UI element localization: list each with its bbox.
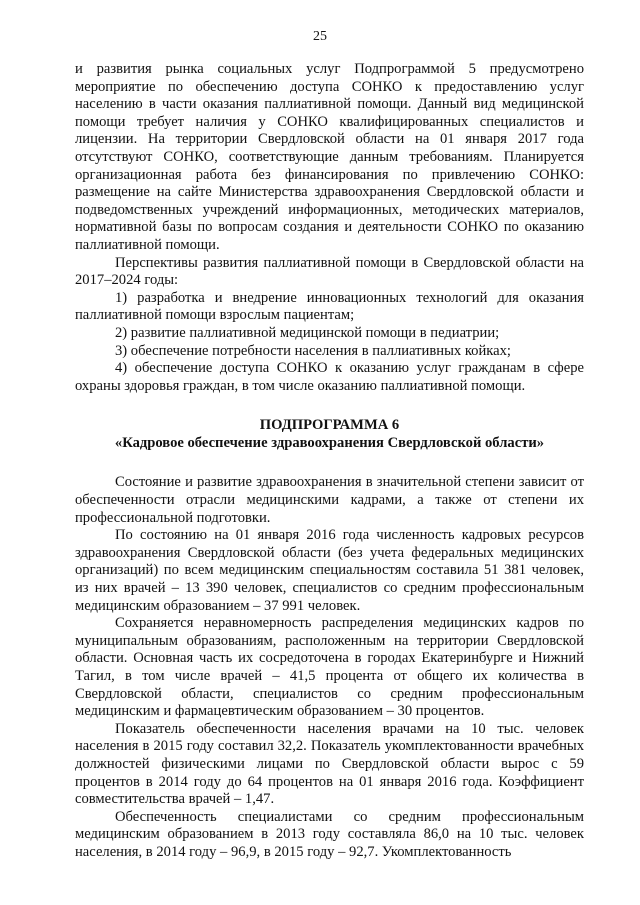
section-heading: ПОДПРОГРАММА 6	[259, 417, 400, 434]
paragraph-distribution: Сохраняется неравномерность распределения медицинских кадров по муниципальным образованиям, расположенным на территории Свердловской области. Основная часть их сосредоточена в городах Екатеринбурге и Нижний Тагил, в том числе врачей – 41,5 процента от общего их количества в Свердловской области, специалистов со средним профессиональным медицинским и фармацевтическим образованием – 30 процентов.	[75, 615, 584, 720]
paragraph-doctors-ratio: Показатель обеспеченности населения врачами на 10 тыс. человек населения в 2015 году составил 32,2. Показатель укомплектованности врачебных должностей физическими лицами по Свердловской области вырос с 59 процентов в 2014 году до 64 процентов на 01 января 2016 года. Коэффициент совместительства врачей – 1,47.	[75, 720, 584, 808]
page-number: 25	[313, 29, 327, 44]
paragraph-prospects: Перспективы развития паллиативной помощи в Свердловской области на 2017–2024 годы:	[75, 254, 584, 289]
paragraph-staff-count: По состоянию на 01 января 2016 года численность кадровых ресурсов здравоохранения Свердловской области (без учета федеральных медицинских организаций) по всем медицинским специальностям составила 51 381 человек, из них врачей – 13 390 человек, специалистов со средним профессиональным медицинским образованием – 37 991 человек.	[75, 527, 584, 614]
paragraph-sonko: и развития рынка социальных услуг Подпрограммой 5 предусмотрено мероприятие по обеспечению доступа СОНКО к предоставлению услуг населению в части оказания паллиативной помощи. Данный вид медицинской помощи требует наличия у СОНКО квалифицированных специалистов и лицензии. На территории Свердловской области на 01 января 2017 года отсутствуют СОНКО, соответствующие данным требованиям. Планируется организационная работа без финансирования по привлечению СОНКО: размещение на сайте Министерства здравоохранения Свердловской области и подведомственных учреждений информационных, методических материалов, нормативной базы по вопросам создания и деятельности СОНКО по оказанию паллиативной помощи.	[75, 61, 584, 253]
document-body	[75, 61, 584, 862]
list-item: 3) обеспечение потребности населения в паллиативных койках;	[115, 342, 511, 359]
list-item: 4) обеспечение доступа СОНКО к оказанию услуг гражданам в сфере охраны здоровья граждан, в том числе оказанию паллиативной помощи.	[75, 360, 584, 394]
section-subheading: «Кадровое обеспечение здравоохранения Свердловской области»	[114, 434, 545, 451]
paragraph-state: Состояние и развитие здравоохранения в значительной степени зависит от обеспеченности отрасли медицинскими кадрами, а также от степени их профессиональной подготовки.	[75, 474, 584, 526]
paragraph-nurses-ratio: Обеспеченность специалистами со средним профессиональным медицинским образованием в 2013 году составляла 86,0 на 10 тыс. человек населения, в 2014 году – 96,9, в 2015 году – 92,7. Укомплектованность	[75, 808, 584, 860]
list-item: 2) развитие паллиативной медицинской помощи в педиатрии;	[115, 324, 500, 341]
list-item: 1) разработка и внедрение инновационных технологий для оказания паллиативной помощи взрослым пациентам;	[75, 289, 584, 324]
spacer	[75, 452, 584, 474]
spacer	[75, 395, 584, 417]
